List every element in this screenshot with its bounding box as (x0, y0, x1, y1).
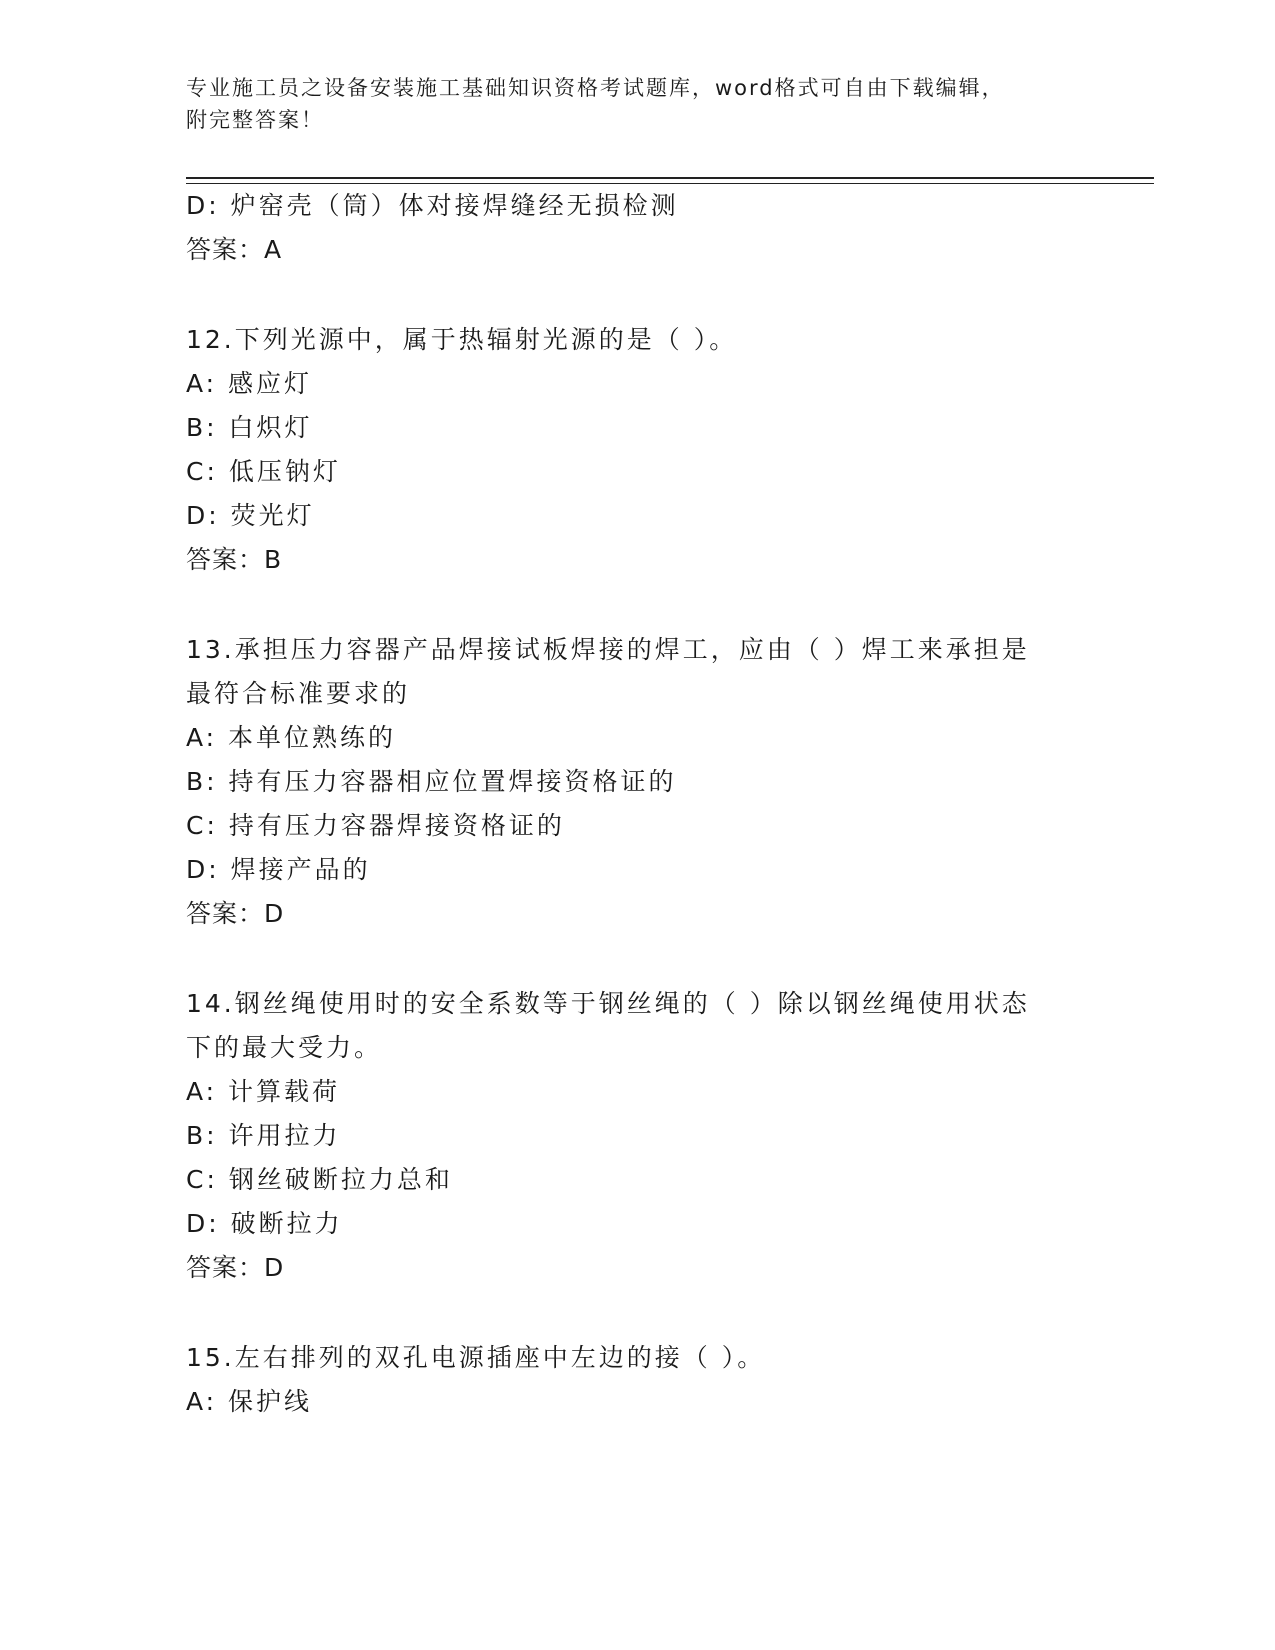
q12-stem: 12.下列光源中，属于热辐射光源的是（ ）。 (186, 325, 738, 354)
q15-stem: 15.左右排列的双孔电源插座中左边的接（ ）。 (186, 1343, 766, 1372)
q13-option-c: C: 持有压力容器焊接资格证的 (186, 811, 565, 840)
document-header (186, 72, 1146, 136)
q15-option-a: A: 保护线 (186, 1387, 313, 1416)
q12-answer: 答案：B (186, 545, 283, 574)
q14-option-c: C: 钢丝破断拉力总和 (186, 1165, 453, 1194)
header-line-2: 附完整答案！ (186, 108, 324, 132)
q13-option-a: A: 本单位熟练的 (186, 723, 397, 752)
q12-option-d: D: 荧光灯 (186, 501, 315, 530)
q12-option-c: C: 低压钠灯 (186, 457, 341, 486)
q13-answer: 答案：D (186, 899, 285, 928)
header-rule-thick (186, 177, 1154, 179)
q13-option-d: D: 焊接产品的 (186, 855, 371, 884)
q13-option-b: B: 持有压力容器相应位置焊接资格证的 (186, 767, 677, 796)
q11-answer: 答案：A (186, 235, 283, 264)
q13-stem-line-2: 最符合标准要求的 (186, 679, 411, 708)
q14-answer: 答案：D (186, 1253, 285, 1282)
q14-stem-line-1: 14.钢丝绳使用时的安全系数等于钢丝绳的（ ）除以钢丝绳使用状态 (186, 989, 1030, 1018)
q13-stem-line-1: 13.承担压力容器产品焊接试板焊接的焊工，应由（ ）焊工来承担是 (186, 635, 1030, 664)
q12-option-b: B: 白炽灯 (186, 413, 313, 442)
header-rule-thin (186, 183, 1154, 184)
header-line-1: 专业施工员之设备安装施工基础知识资格考试题库，word格式可自由下载编辑， (186, 76, 1005, 100)
q14-option-d: D: 破断拉力 (186, 1209, 343, 1238)
q14-stem-line-2: 下的最大受力。 (186, 1033, 383, 1062)
q14-option-a: A: 计算载荷 (186, 1077, 341, 1106)
q11-option-d: D: 炉窑壳（筒）体对接焊缝经无损检测 (186, 191, 679, 220)
q12-option-a: A: 感应灯 (186, 369, 313, 398)
q14-option-b: B: 许用拉力 (186, 1121, 341, 1150)
